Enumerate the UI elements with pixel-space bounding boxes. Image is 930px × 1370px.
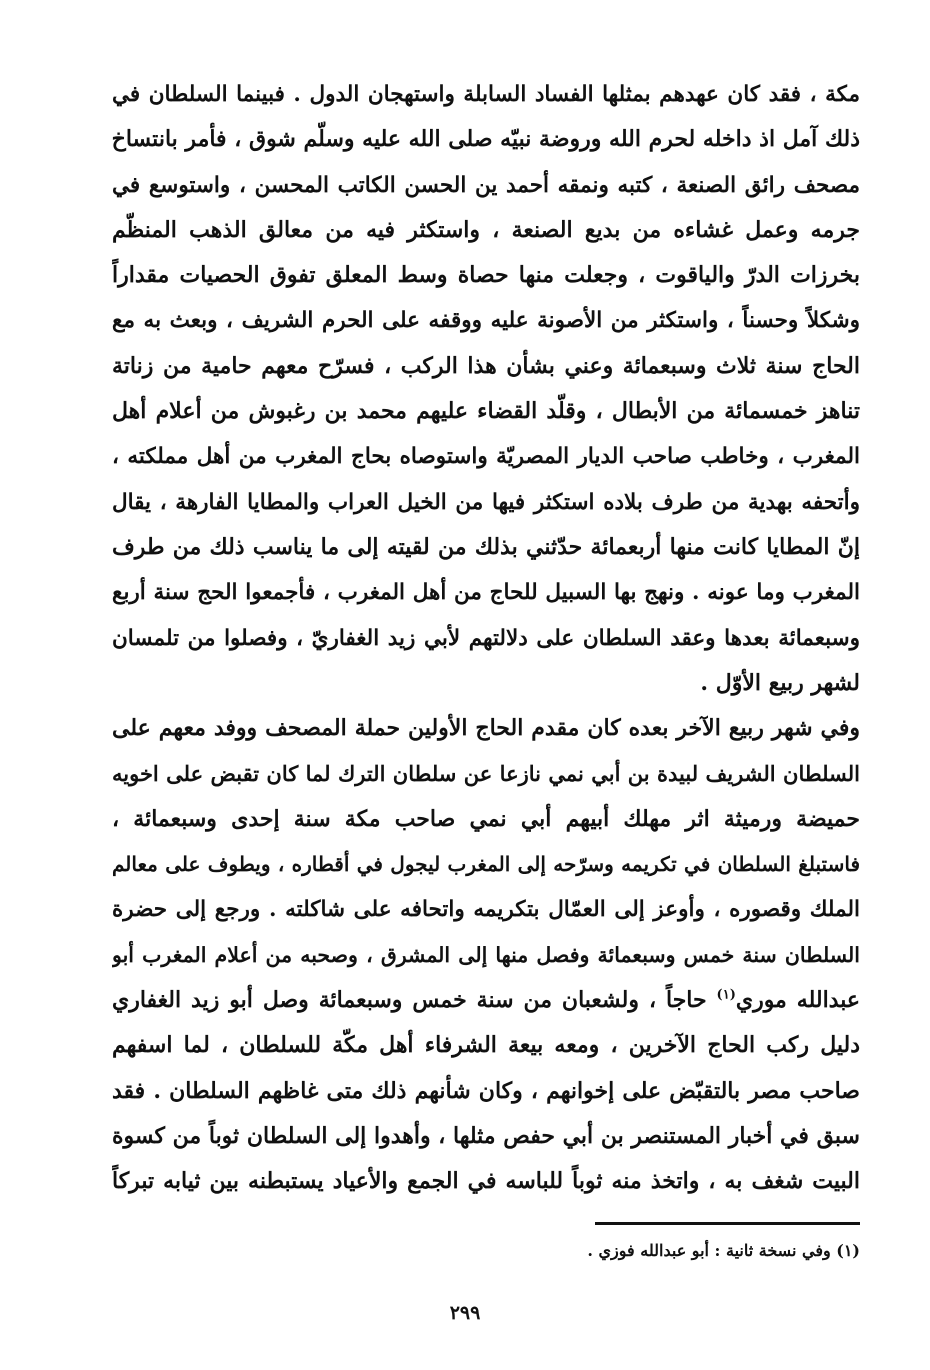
text-line: ذلك آمل اذ داخله لحرم الله وروضة نبيّه صلى الله عليه وسلّم شوق ، فأمر بانتساخ: [112, 126, 860, 153]
text-line: فاستبلغ السلطان في تكريمه وسرّحه إلى المغرب ليجول في أقطاره ، ويطوف على معالم: [112, 852, 860, 877]
line-segment: عبدالله موري: [735, 986, 860, 1013]
footnote-marker[interactable]: (١): [716, 987, 736, 1003]
text-line: الحاج سنة ثلاث وسبعمائة وعني بشأن هذا الركب ، فسرّح معهم حامية من زناتة: [112, 352, 860, 379]
footnote-divider: [595, 1222, 860, 1225]
text-line: السلطان سنة خمس وسبعمائة وفصل منها إلى المشرق ، وصحبه من أعلام المغرب أبو: [112, 942, 860, 967]
text-line: جرمه وعمل غشاءه من بديع الصنعة ، واستكثر فيه من معالق الذهب المنظّم: [112, 216, 860, 243]
text-line: صاحب مصر بالتقبّض على إخوانهم ، وكان شأنهم ذلك متى غاظهم السلطان . فقد: [112, 1077, 860, 1104]
text-line: وسبعمائة بعدها وعقد السلطان على دلالتهم لأبي زيد الغفاريّ ، وفصلوا من تلمسان: [112, 625, 860, 651]
text-line: تناهز خمسمائة من الأبطال ، وقلّد القضاء عليهم محمد بن رغبوش من أعلام أهل: [112, 398, 860, 425]
text-line: إنّ المطايا كانت منها أربعمائة حدّثني بذلك من لقيته إلى ما يناسب ذلك من طرف: [112, 533, 860, 560]
text-line: وفي شهر ربيع الآخر بعده كان مقدم الحاج الأولين حملة المصحف ووفد معهم على: [112, 715, 860, 742]
text-line: دليل ركب الحاج الآخرين ، ومعه بيعة الشرفاء أهل مكّة للسلطان ، لما اسفهم: [112, 1032, 860, 1059]
text-line: مكة ، فقد كان عهدهم بمثلها الفساد السابلة واستهجان الدول . فبينما السلطان في: [112, 82, 860, 107]
text-line: المغرب وما عونه . ونهج بها السبيل للحاج من أهل المغرب ، فأجمعوا الحج سنة أربع: [112, 580, 860, 606]
main-text-block: [112, 72, 860, 1204]
text-line-with-footnote: [112, 978, 860, 1023]
page-number: ٢٩٩: [449, 1302, 481, 1324]
text-line: السلطان الشريف لبيدة بن أبي نمي نازعا عن سلطان الترك لما كان تقبض على اخويه: [112, 761, 860, 787]
text-line: بخرزات الدرّ والياقوت ، وجعلت منها حصاة وسط المعلق تفوق الحصيات مقداراً: [112, 262, 860, 289]
text-line: سبق في أخبار المستنصر بن أبي حفص مثلها ، وأهدوا إلى السلطان ثوباً من كسوة: [112, 1122, 860, 1149]
text-line: البيت شغف به ، واتخذ منه ثوباً للباسه في الجمع والأعياد يستبطنه بين ثيابه تبركاً: [112, 1168, 860, 1195]
text-line: مصحف رائق الصنعة ، كتبه ونمقه أحمد ين الحسن الكاتب المحسن ، واستوسع في: [112, 172, 860, 198]
text-line: المغرب ، وخاطب صاحب الديار المصريّة واستوصاه بحاج المغرب من أهل مملكته ،: [112, 444, 860, 470]
text-line: وشكلاً وحسناً ، واستكثر من الأصونة عليه ووقفه على الحرم الشريف ، وبعث به مع: [112, 308, 860, 334]
text-line: الملك وقصوره ، وأوعز إلى العمّال بتكريمه واتحافه على شاكلته . ورجع إلى حضرة: [112, 897, 860, 923]
text-line: وأتحفه بهدية من طرف بلاده استكثر فيها من الخيل العراب والمطايا الفارهة ، يقال: [112, 489, 860, 515]
footnote: (١) وفي نسخة ثانية : أبو عبدالله فوزي .: [587, 1241, 860, 1260]
text-line: حميضة ورميثة اثر مهلك أبيهم أبي نمي صاحب مكة سنة إحدى وسبعمائة ،: [112, 805, 860, 832]
paragraph-end-line: لشهر ربيع الأوّل .: [700, 669, 860, 696]
line-segment: حاجاً ، ولشعبان من سنة خمس وسبعمائة وصل أبو زيد الغفاري: [112, 986, 707, 1013]
